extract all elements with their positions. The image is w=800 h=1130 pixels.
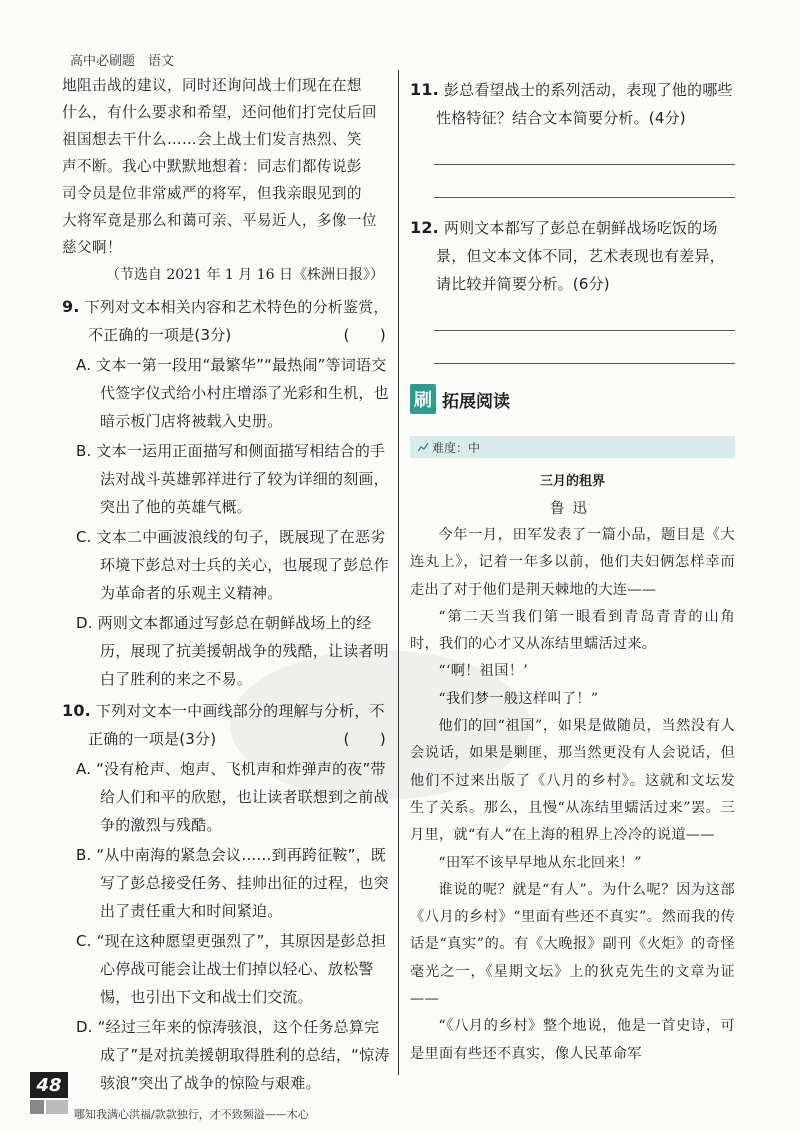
answer-line[interactable]: [434, 197, 735, 198]
handwritten-passage: [62, 72, 392, 261]
question-11: [410, 76, 735, 198]
section-badge: 刷: [410, 384, 436, 414]
question-stem: [62, 293, 392, 349]
question-number: 10.: [62, 701, 91, 720]
footer-decor: [46, 1100, 68, 1114]
chart-icon: [418, 442, 428, 452]
section-header: [410, 384, 735, 414]
option-d: D. “经过三年来的惊涛骇浪，这个任务总算完成了”是对抗美援朝取得胜利的总结，“惊涛骇浪”突出了战争的惊险与艰难。: [76, 1018, 390, 1092]
question-12: [410, 214, 735, 364]
passage-body: [410, 522, 735, 1068]
question-text: 彭总看望战士的系列活动，表现了他的哪些性格特征？结合文本简要分析。(4分): [436, 81, 733, 127]
question-10: [62, 697, 392, 1097]
footer-decor: [30, 1100, 44, 1114]
passage-title: 三月的租界: [539, 474, 605, 489]
question-9: [62, 293, 392, 693]
passage-line: 祖国想去干什么……会上战士们发言热烈、笑: [62, 131, 362, 148]
passage-line: 声不断。我心中默默地想着：同志们都传说彭: [62, 158, 362, 175]
running-header: 高中必刷题 语文: [70, 54, 175, 69]
question-number: 9.: [62, 297, 80, 316]
passage-line: 司令员是位非常威严的将军，但我亲眼见到的: [62, 185, 362, 202]
option-c: C. “现在这种愿望更强烈了”，其原因是彭总担心停战可能会让战士们掉以轻心、放松警惕，也引出下文和战士们交流。: [76, 932, 387, 1006]
option-d: D. 两则文本都通过写彭总在朝鲜战场上的经历，展现了抗美援朝战争的残酷，让读者明白了胜利的来之不易。: [76, 614, 389, 688]
difficulty-label: 难度：中: [432, 440, 481, 455]
question-text: 下列对文本相关内容和艺术特色的分析鉴赏，不正确的一项是(3分): [84, 298, 389, 344]
question-stem: [62, 697, 392, 753]
paragraph: 今年一月，田军发表了一篇小品，题目是《大连丸上》，记着一年多以前，他们夫妇俩怎样幸而走出了对于他们是荆天棘地的大连——: [410, 527, 735, 598]
answer-paren: ( ): [343, 730, 386, 748]
question-stem: [410, 76, 735, 132]
passage-line: 什么，有什么要求和希望，还问他们打完仗后回: [62, 104, 377, 121]
passage-line: 地阻击战的建议，同时还询问战士们现在在想: [62, 77, 362, 94]
paragraph: “田军不该早早地从东北回来！”: [438, 854, 642, 871]
passage-author: 鲁迅: [550, 501, 595, 517]
answer-paren: ( ): [343, 326, 386, 344]
section-title: 拓展阅读: [442, 391, 510, 412]
question-text: 下列对文本一中画线部分的理解与分析，不正确的一项是(3分): [88, 702, 385, 748]
option-a: A. 文本一第一段用“最繁华”“最热闹”等词语交代签字仪式给小村庄增添了光彩和生机，也暗示板门店将被载入史册。: [76, 356, 389, 430]
source-note: （节选自 2021 年 1 月 16 日《株洲日报》）: [105, 267, 384, 283]
right-column: [410, 72, 735, 1068]
paragraph: 谁说的呢？就是“有人”。为什么呢？因为这部《八月的乡村》“里面有些还不真实”。然而我的传话是“真实”的。有《大晚报》副刊《火炬》的奇怪毫光之一，《星期文坛》上的狄克先生的文章为证——: [410, 881, 735, 1008]
question-number: 12.: [410, 218, 439, 237]
paragraph: “《八月的乡村》整个地说，他是一首史诗，可是里面有些还不真实，像人民革命军: [410, 1018, 735, 1062]
answer-line[interactable]: [434, 330, 735, 331]
option-c: C. 文本二中画波浪线的句子，既展现了在恶劣环境下彭总对士兵的关心，也展现了彭总作为革命者的乐观主义精神。: [76, 528, 389, 602]
answer-line[interactable]: [434, 164, 735, 165]
paragraph: “‘啊！祖国！’: [438, 663, 529, 680]
column-divider: [398, 70, 399, 1075]
difficulty-bar: [410, 436, 735, 458]
page-number: 48: [30, 1072, 68, 1098]
footer-motto: 哪知我满心洪福/款款独行，才不致频溢——木心: [74, 1108, 309, 1121]
option-b: B. “从中南海的紧急会议……到再跨征鞍”，既写了彭总接受任务、挂帅出征的过程，也突出了责任重大和时间紧迫。: [76, 846, 389, 920]
option-b: B. 文本一运用正面描写和侧面描写相结合的手法对战斗英雄郭祥进行了较为详细的刻画，突出了他的英雄气概。: [76, 442, 389, 516]
passage-line: 慈父啊！: [62, 239, 122, 256]
passage-line: 大将军竟是那么和蔼可亲、平易近人，多像一位: [62, 212, 377, 229]
question-text: 两则文本都写了彭总在朝鲜战场吃饭的场景，但文本文体不同，艺术表现也有差异，请比较并简要分析。(6分): [436, 219, 725, 293]
option-a: A. “没有枪声、炮声、飞机声和炸弹声的夜”带给人们和平的欣慰，也让读者联想到之前战争的激烈与残酷。: [76, 760, 389, 834]
question-number: 11.: [410, 80, 439, 99]
question-stem: [410, 214, 735, 298]
left-column: [62, 72, 392, 1097]
paragraph: “第二天当我们第一眼看到青岛青青的山角时，我们的心才又从冻结里蠕活过来。: [410, 608, 735, 653]
page-footer: [30, 1072, 370, 1122]
answer-line[interactable]: [434, 363, 735, 364]
paragraph: 他们的回“祖国”，如果是做随员，当然没有人会说话，如果是剿匪，那当然更没有人会说话，但他们不过来出版了《八月的乡村》。这就和文坛发生了关系。那么，且慢“从冻结里蠕活过来”罢。三月里，就“有人”在上海的租界上冷冷的说道——: [410, 718, 735, 844]
paragraph: “我们梦一般这样叫了！”: [438, 690, 599, 707]
